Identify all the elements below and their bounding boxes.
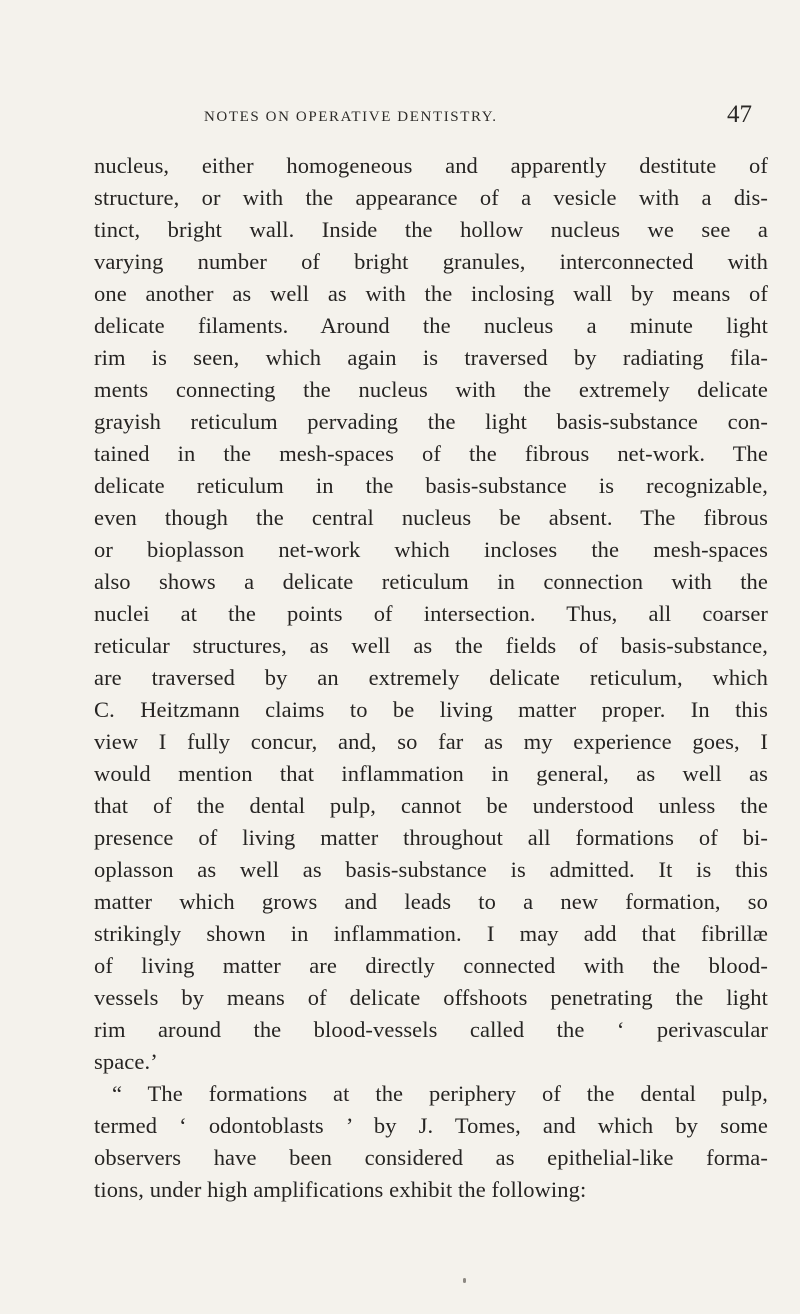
text-line: space.’ xyxy=(94,1049,158,1074)
text-line: C. Heitzmann claims to be living matter proper. In this xyxy=(94,697,768,722)
text-line: reticular structures, as well as the fields of basis-substance, xyxy=(94,633,768,658)
text-line: vessels by means of delicate offshoots penetrating the light xyxy=(94,985,768,1010)
text-line: varying number of bright granules, interconnected with xyxy=(94,249,768,274)
text-line: termed ‘ odontoblasts ’ by J. Tomes, and which by some xyxy=(94,1113,768,1138)
text-line: that of the dental pulp, cannot be understood unless the xyxy=(94,793,768,818)
text-line: observers have been considered as epithelial-like forma- xyxy=(94,1145,768,1170)
text-line: “ The formations at the periphery of the dental pulp, xyxy=(112,1081,768,1106)
text-line: nucleus, either homogeneous and apparently destitute of xyxy=(94,153,768,178)
page-header xyxy=(94,101,774,139)
paper-speck xyxy=(463,1278,466,1283)
text-line: ments connecting the nucleus with the extremely delicate xyxy=(94,377,768,402)
text-line: delicate reticulum in the basis-substance is recognizable, xyxy=(94,473,768,498)
text-line: presence of living matter throughout all formations of bi- xyxy=(94,825,768,850)
page-number: 47 xyxy=(727,101,752,128)
text-line: matter which grows and leads to a new formation, so xyxy=(94,889,768,914)
text-line: grayish reticulum pervading the light basis-substance con- xyxy=(94,409,768,434)
text-line: rim around the blood-vessels called the ‘ perivascular xyxy=(94,1017,768,1042)
text-line: rim is seen, which again is traversed by radiating fila- xyxy=(94,345,768,370)
text-line: one another as well as with the inclosing wall by means of xyxy=(94,281,768,306)
text-line: structure, or with the appearance of a vesicle with a dis- xyxy=(94,185,768,210)
text-line: tions, under high amplifications exhibit the following: xyxy=(94,1177,587,1202)
text-line: view I fully concur, and, so far as my experience goes, I xyxy=(94,729,768,754)
text-line: delicate filaments. Around the nucleus a minute light xyxy=(94,313,768,338)
text-line: oplasson as well as basis-substance is admitted. It is this xyxy=(94,857,768,882)
text-line: nuclei at the points of intersection. Thus, all coarser xyxy=(94,601,768,626)
text-line: tained in the mesh-spaces of the fibrous net-work. The xyxy=(94,441,768,466)
text-line: also shows a delicate reticulum in connection with the xyxy=(94,569,768,594)
text-line: or bioplasson net-work which incloses the mesh-spaces xyxy=(94,537,768,562)
text-line: tinct, bright wall. Inside the hollow nucleus we see a xyxy=(94,217,768,242)
running-head: NOTES ON OPERATIVE DENTISTRY. xyxy=(204,109,498,125)
text-line: are traversed by an extremely delicate reticulum, which xyxy=(94,665,768,690)
text-line: strikingly shown in inflammation. I may add that fibrillæ xyxy=(94,921,768,946)
text-line: would mention that inflammation in general, as well as xyxy=(94,761,768,786)
text-line: of living matter are directly connected with the blood- xyxy=(94,953,768,978)
text-line: even though the central nucleus be absent. The fibrous xyxy=(94,505,768,530)
